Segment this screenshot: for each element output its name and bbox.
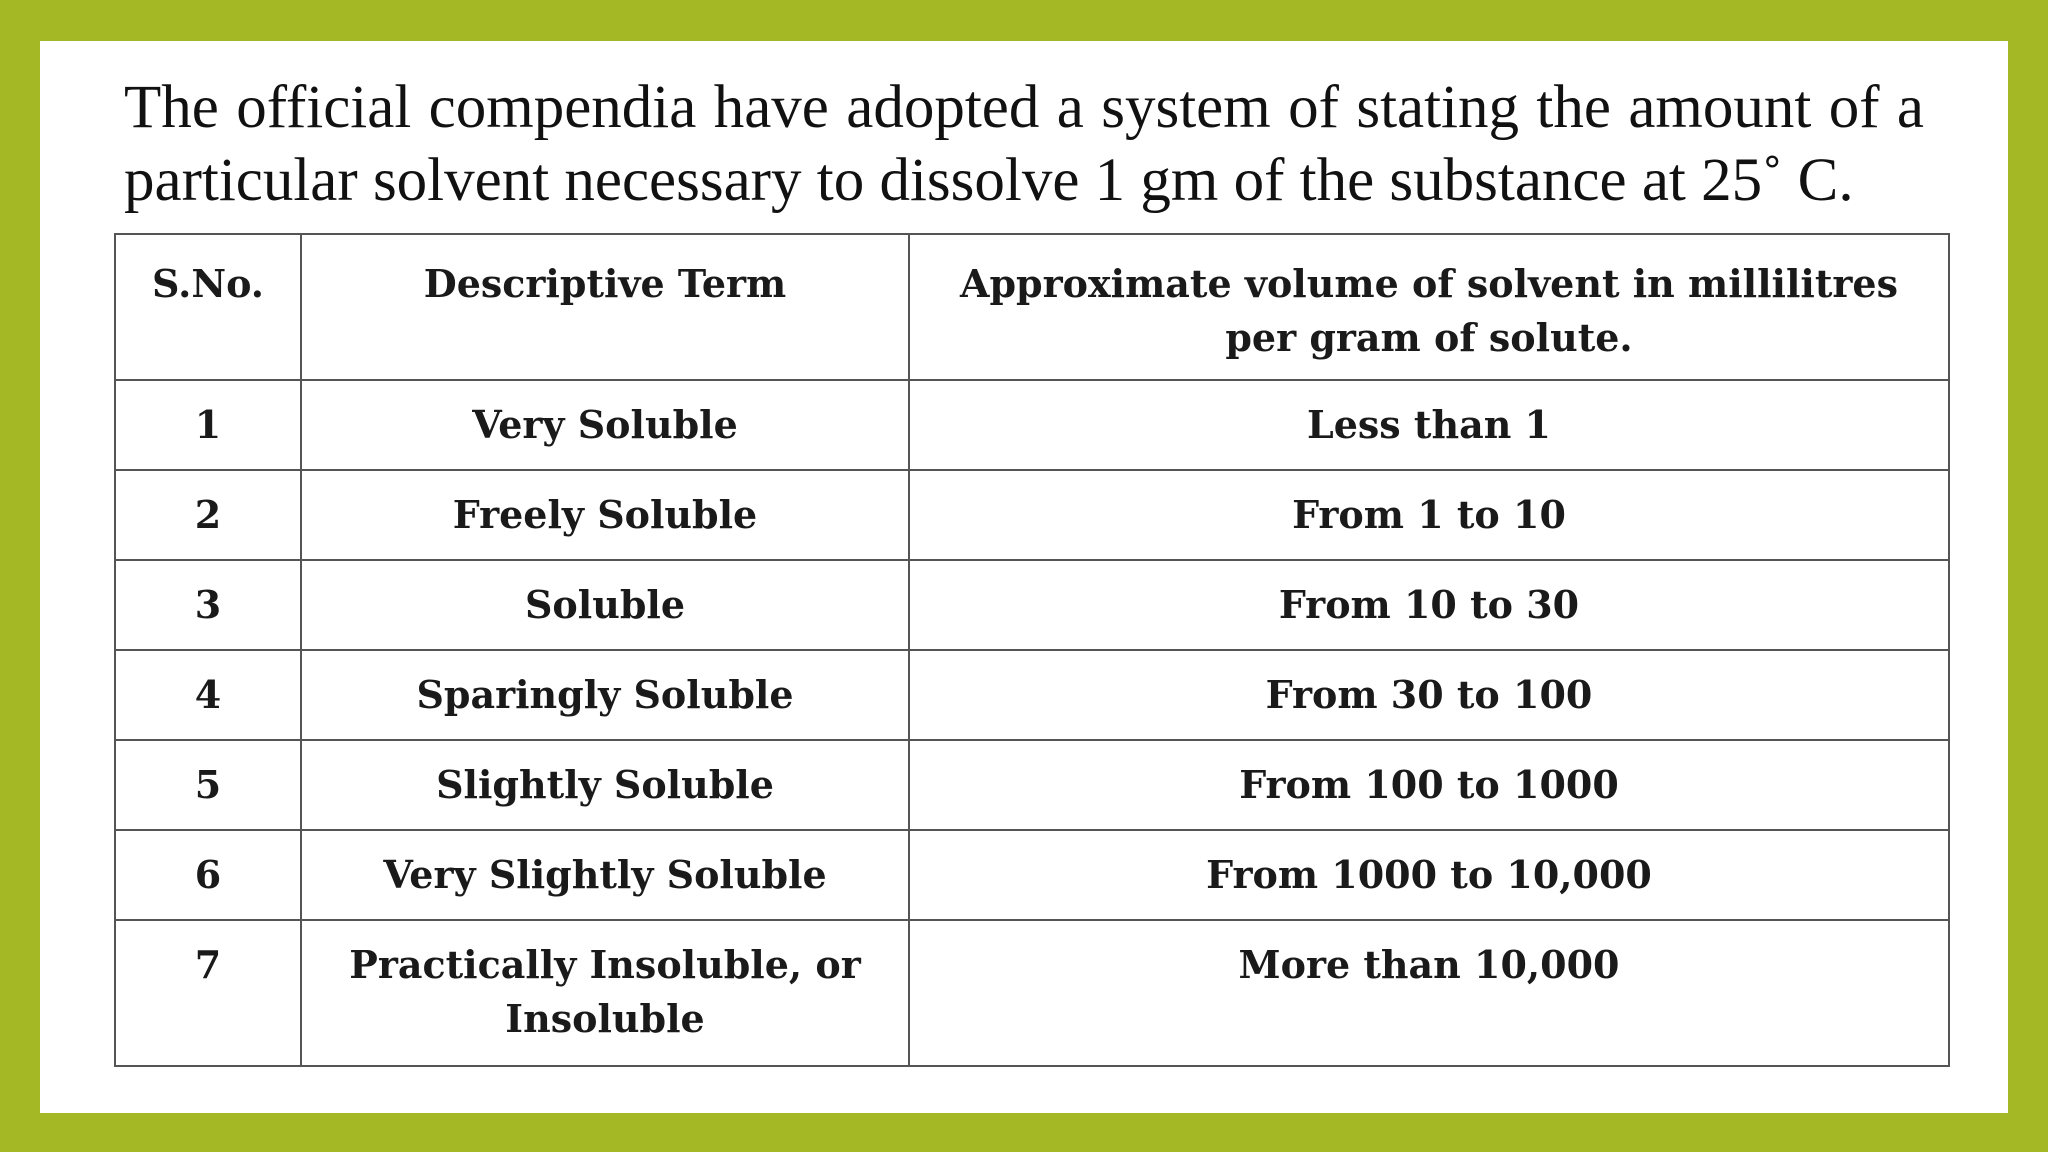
- cell-approximate-volume: Less than 1: [909, 380, 1949, 470]
- table-row: [115, 740, 1949, 830]
- cell-descriptive-term: Slightly Soluble: [301, 740, 909, 830]
- cell-approximate-volume: From 1000 to 10,000: [909, 830, 1949, 920]
- solubility-table: [114, 233, 1950, 1067]
- table-header-row: [115, 234, 1949, 380]
- cell-sno: 1: [115, 380, 301, 470]
- cell-sno: 4: [115, 650, 301, 740]
- cell-approximate-volume: From 1 to 10: [909, 470, 1949, 560]
- header-sno: S.No.: [115, 234, 301, 380]
- table-row: [115, 380, 1949, 470]
- table-row: [115, 650, 1949, 740]
- header-descriptive-term: Descriptive Term: [301, 234, 909, 380]
- cell-sno: 5: [115, 740, 301, 830]
- cell-approximate-volume: From 100 to 1000: [909, 740, 1949, 830]
- cell-sno: 3: [115, 560, 301, 650]
- table-row: [115, 920, 1949, 1066]
- cell-sno: 2: [115, 470, 301, 560]
- cell-descriptive-term: Very Slightly Soluble: [301, 830, 909, 920]
- cell-descriptive-term: Freely Soluble: [301, 470, 909, 560]
- header-approximate-volume: Approximate volume of solvent in millilitres per gram of solute.: [909, 234, 1949, 380]
- cell-descriptive-term: Sparingly Soluble: [301, 650, 909, 740]
- cell-approximate-volume: More than 10,000: [909, 920, 1949, 1066]
- cell-approximate-volume: From 10 to 30: [909, 560, 1949, 650]
- cell-approximate-volume: From 30 to 100: [909, 650, 1949, 740]
- intro-paragraph: The official compendia have adopted a system of stating the amount of a particular solvent necessary to dissolve 1 gm of the substance at 25˚ C.: [124, 74, 1924, 214]
- slide: [40, 41, 2008, 1113]
- table-row: [115, 470, 1949, 560]
- cell-sno: 6: [115, 830, 301, 920]
- cell-sno: 7: [115, 920, 301, 1066]
- cell-descriptive-term: Very Soluble: [301, 380, 909, 470]
- table-row: [115, 560, 1949, 650]
- table-row: [115, 830, 1949, 920]
- cell-descriptive-term: Practically Insoluble, or Insoluble: [301, 920, 909, 1066]
- cell-descriptive-term: Soluble: [301, 560, 909, 650]
